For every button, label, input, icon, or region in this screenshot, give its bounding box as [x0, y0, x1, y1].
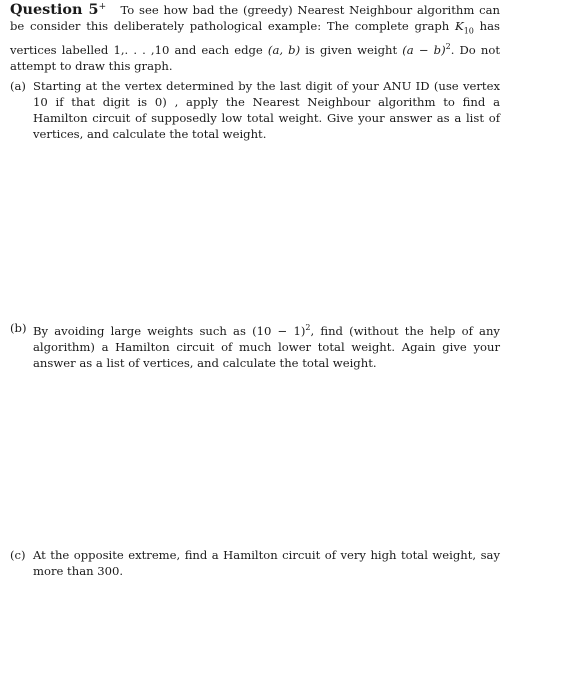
part-c-text: At the opposite extreme, find a Hamilton circuit of very high total weight, say more than 300.: [33, 548, 500, 578]
intro-text-4: . Do not attempt to draw this graph.: [10, 43, 500, 74]
part-b-text-2: , find (without the help of any algorithm) a Hamilton circuit of much lower total weight. Again give your answer as a list of vertices, and calculate the total weight.: [33, 323, 500, 370]
question-intro: [10, 2, 500, 74]
part-b-exponent: 2: [305, 323, 311, 332]
question-superscript: +: [98, 2, 107, 13]
intro-text-2: has vertices labelled 1,. . . ,10 and each edge: [10, 19, 501, 58]
question-title: Question 5: [10, 1, 99, 18]
intro-text-3: is given weight: [300, 43, 403, 58]
graph-subscript: 10: [463, 26, 474, 36]
part-a-label: (a): [10, 79, 26, 93]
weight-expression: (a − b): [402, 43, 446, 58]
intro-text-1: To see how bad the (greedy) Nearest Neighbour algorithm can be consider this deliberately pathological example: The complete graph: [10, 3, 500, 33]
part-c-label: (c): [10, 548, 26, 562]
part-b-text-1: By avoiding large weights such as (10 − 1): [33, 323, 306, 338]
question-block: [10, 2, 500, 74]
part-a: [10, 78, 500, 142]
part-a-text: Starting at the vertex determined by the last digit of your ANU ID (use vertex 10 if that digit is 0) , apply the Nearest Neighbour algorithm to find a Hamilton circuit of supposedly low total weight. Give your answer as a list of vertices, and calculate the total weight.: [33, 79, 500, 141]
part-b: [10, 320, 500, 371]
graph-name: K: [455, 19, 464, 33]
part-b-text: [33, 320, 500, 371]
edge-notation: (a, b): [267, 43, 301, 58]
part-b-label: (b): [10, 321, 27, 335]
weight-exponent: 2: [445, 42, 451, 52]
part-c: [10, 547, 500, 579]
